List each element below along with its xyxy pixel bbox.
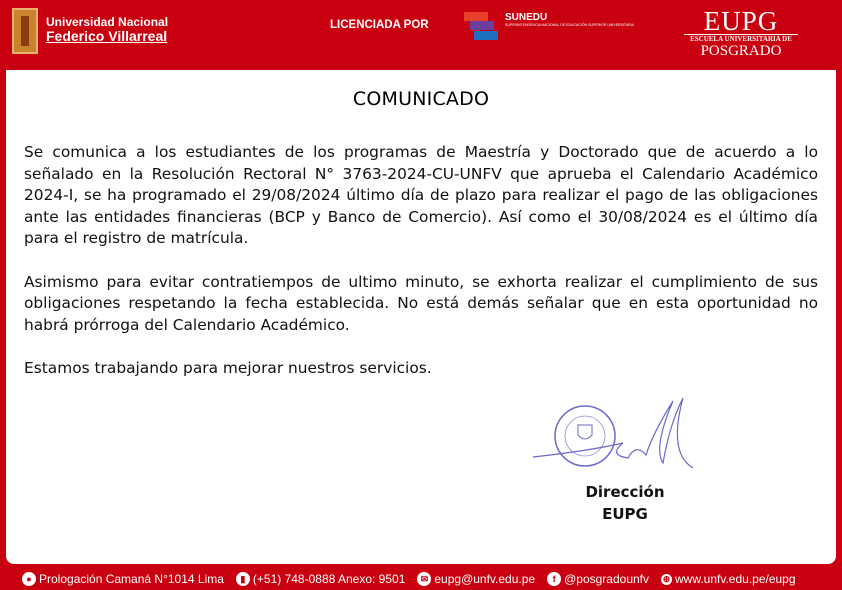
sunedu-subtitle: SUPERINTENDENCIA NACIONAL DE EDUCACIÓN SUPERIOR UNIVERSITARIA — [505, 23, 634, 27]
facebook-icon: f — [547, 572, 561, 586]
sunedu-logo-icon — [462, 12, 502, 42]
facebook-link[interactable]: @posgradounfv — [564, 572, 649, 586]
mail-icon: ✉ — [417, 572, 431, 586]
sunedu-name: SUNEDU — [505, 12, 548, 23]
paragraph: Asimismo para evitar contratiempos de ultimo minuto, se exhorta realizar el cumplimiento de sus obligaciones respetando la fecha establecida. No está demás señalar que en esta oportunidad no habrá prórroga del Calendario Académico. — [24, 272, 818, 334]
licensed-by: LICENCIADA POR — [330, 19, 429, 31]
footer-facebook[interactable] — [547, 572, 649, 586]
eupg-subtitle: ESCUELA UNIVERSITARIA DE — [690, 35, 792, 43]
footer-email[interactable] — [417, 572, 535, 586]
eupg-logo — [684, 8, 798, 58]
paragraph: Se comunica a los estudiantes de los programas de Maestría y Doctorado que de acuerdo a lo señalado en la Resolución Rectoral N° 3763-2024-CU-UNFV que aprueba el Calendario Académico 2024-I, se ha programado el 29/08/2024 último día de plazo para realizar el pago de las obligaciones ante las entidades financieras (BCP y Banco de Comercio). Así como el 30/08/2024 es el último día para el registro de matrícula. — [24, 143, 818, 248]
globe-icon: ⊕ — [662, 573, 671, 584]
address-text: Prologación Camaná N°1014 Lima — [39, 572, 224, 586]
signature-line2: EUPG — [602, 505, 648, 523]
document-body — [24, 142, 818, 401]
location-pin-icon: ● — [22, 572, 36, 586]
signature-line1: Dirección — [585, 483, 665, 501]
phone-icon: ▮ — [236, 572, 250, 586]
web-link[interactable]: www.unfv.edu.pe/eupg — [675, 572, 796, 586]
university-line2: Federico Villarreal — [46, 28, 168, 45]
university-name — [46, 16, 168, 45]
phone-text: (+51) 748-0888 Anexo: 9501 — [252, 572, 406, 586]
header — [0, 0, 842, 70]
footer — [0, 568, 842, 590]
eupg-title: EUPG — [684, 8, 798, 35]
signature-label — [575, 481, 675, 525]
page-title: COMUNICADO — [352, 88, 490, 110]
footer-phone — [236, 572, 405, 586]
signature-stamp-icon — [528, 393, 698, 485]
unfv-logo-icon — [12, 8, 38, 54]
email-link[interactable]: eupg@unfv.edu.pe — [434, 572, 536, 586]
footer-web[interactable] — [661, 572, 796, 586]
sunedu-logo — [505, 12, 634, 28]
footer-address — [22, 572, 224, 586]
university-line1: Universidad Nacional — [46, 15, 169, 29]
paragraph: Estamos trabajando para mejorar nuestros servicios. — [24, 358, 432, 377]
eupg-posgrado: POSGRADO — [700, 43, 782, 59]
